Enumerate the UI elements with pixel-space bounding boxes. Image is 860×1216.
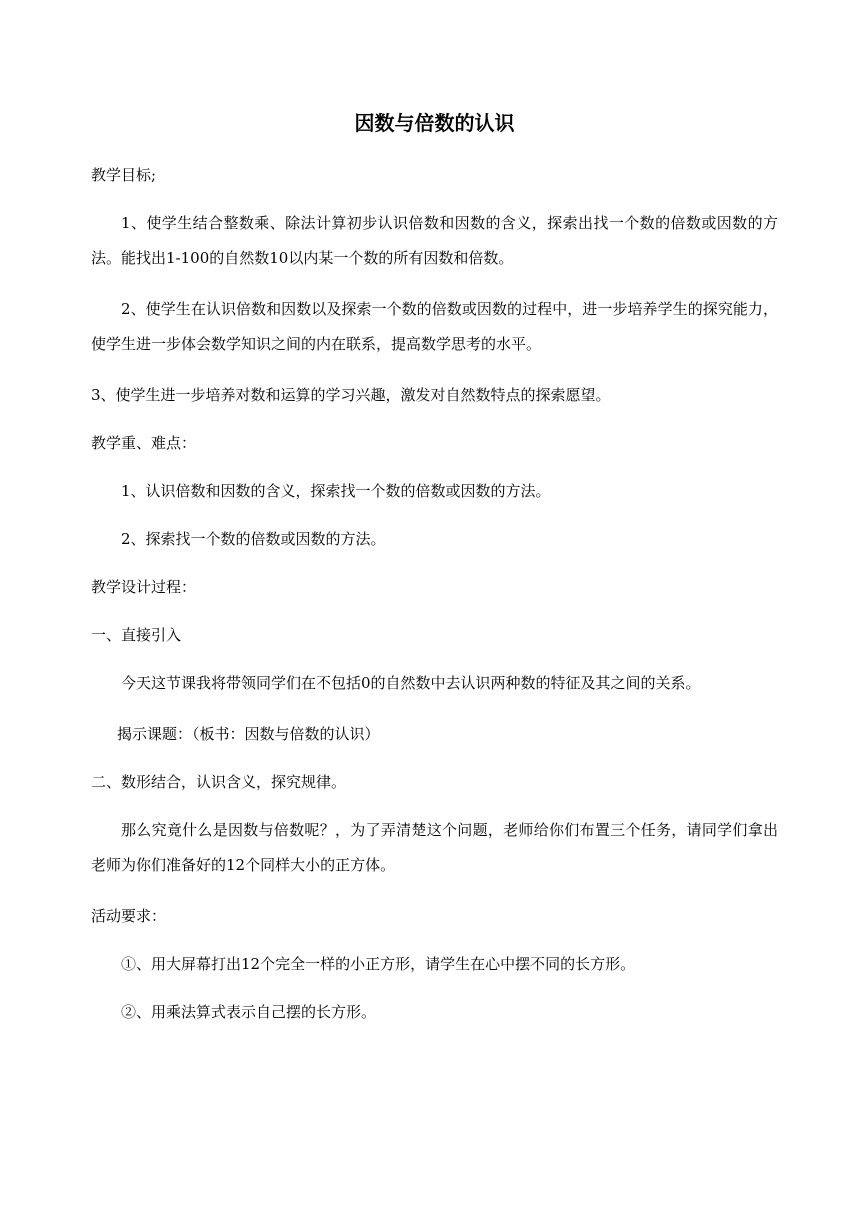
objective-paragraph-3: 3、使学生进一步培养对数和运算的学习兴趣，激发对自然数特点的探索愿望。 [91,386,611,404]
step-heading-2: 二、数形结合，认识含义，探究规律。 [91,773,347,791]
activity-item-2: ②、用乘法算式表示自己摆的长方形。 [121,1003,377,1021]
section-heading-key-points: 教学重、难点： [91,434,197,452]
activity-heading: 活动要求： [91,907,167,925]
objective-paragraph-2: 2、使学生在认识倍数和因数以及探索一个数的倍数或因数的过程中，进一步培养学生的探究能力，使学生进一步体会数学知识之间的内在联系，提高数学思考的水平。 [91,300,778,353]
document-body [91,106,778,1043]
objective-paragraph-1: 1、使学生结合整数乘、除法计算初步认识倍数和因数的含义，探索出找一个数的倍数或因数的方法。能找出1-100的自然数10以内某一个数的所有因数和倍数。 [91,214,778,267]
section-heading-process: 教学设计过程： [91,578,197,596]
document-title: 因数与倍数的认识 [354,111,515,135]
topic-reveal-paragraph: 揭示课题：（板书：因数与倍数的认识） [117,725,380,743]
key-point-paragraph-1: 1、认识倍数和因数的含义，探索找一个数的倍数或因数的方法。 [121,482,551,500]
section-heading-objectives: 教学目标; [91,166,157,184]
key-point-paragraph-2: 2、探索找一个数的倍数或因数的方法。 [121,530,386,548]
intro-paragraph: 今天这节课我将带领同学们在不包括0的自然数中去认识两种数的特征及其之间的关系。 [121,674,701,692]
question-paragraph: 那么究竟什么是因数与倍数呢？，为了弄清楚这个问题，老师给你们布置三个任务，请同学们拿出老师为你们准备好的12个同样大小的正方体。 [91,821,778,874]
activity-item-1: ①、用大屏幕打出12个完全一样的小正方形，请学生在心中摆不同的长方形。 [121,955,636,973]
step-heading-1: 一、直接引入 [91,626,182,644]
